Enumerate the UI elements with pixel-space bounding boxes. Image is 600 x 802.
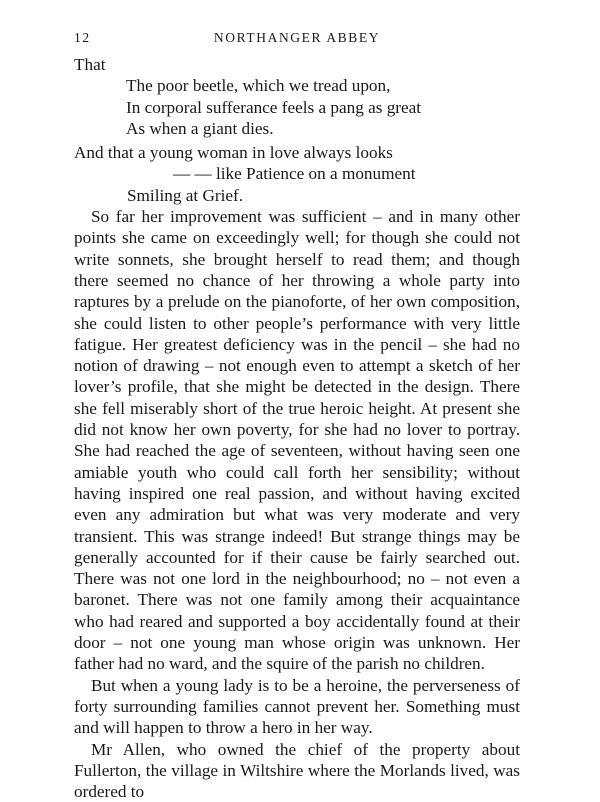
quote-intro: And that a young woman in love always looks: [74, 142, 520, 163]
page-number: 12: [74, 30, 91, 46]
paragraph: But when a young lady is to be a heroine, the perverseness of forty surrounding families cannot prevent her. Something must and will happen to throw a hero in her way.: [74, 675, 520, 739]
verse-line: As when a giant dies.: [74, 118, 520, 139]
page-text: [74, 54, 520, 802]
book-page: [74, 30, 520, 802]
quote-intro: That: [74, 54, 520, 75]
book-title: NORTHANGER ABBEY: [74, 30, 520, 46]
running-head: [74, 30, 520, 54]
verse-line: Smiling at Grief.: [74, 185, 520, 206]
verse-line: — — like Patience on a monument: [74, 163, 520, 184]
verse-line: In corporal sufferance feels a pang as great: [74, 97, 520, 118]
paragraph: Mr Allen, who owned the chief of the property about Fullerton, the village in Wiltshire where the Morlands lived, was ordered to: [74, 739, 520, 802]
paragraph: So far her improvement was sufficient – and in many other points she came on exceedingly well; for though she could not write sonnets, she brought herself to read them; and though there seemed no chance of her throwing a whole party into raptures by a prelude on the pianoforte, of her own composition, she could listen to other people’s performance with very little fatigue. Her greatest deficiency was in the pencil – she had no notion of drawing – not enough even to attempt a sketch of her lover’s profile, that she might be detected in the design. There she fell miserably short of the true heroic height. At present she did not know her own poverty, for she had no lover to portray. She had reached the age of seventeen, without having seen one amiable youth who could call forth her sensibility; without having inspired one real passion, and without having excited even any admiration but what was very moderate and very transient. This was strange indeed! But strange things may be generally accounted for if their cause be fairly searched out. There was not one lord in the neighbourhood; no – not even a baronet. There was not one family among their acquaintance who had reared and supported a boy accidentally found at their door – not one young man whose origin was unknown. Her father had no ward, and the squire of the parish no children.: [74, 206, 520, 675]
verse-line: The poor beetle, which we tread upon,: [74, 75, 520, 96]
